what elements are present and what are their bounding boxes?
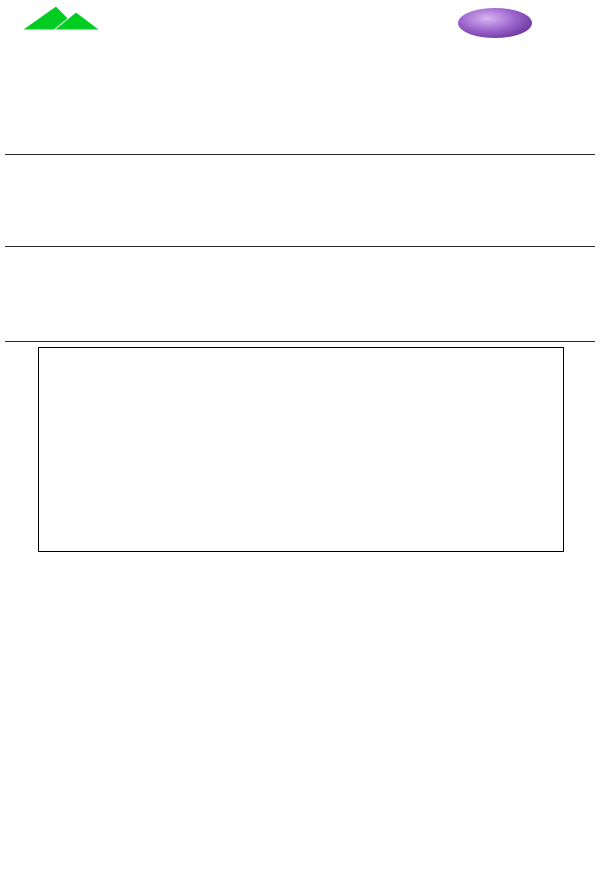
chart-frame xyxy=(38,347,564,552)
footer-file-info xyxy=(492,851,509,878)
separator-line xyxy=(5,341,595,342)
footer-software-info xyxy=(252,851,269,878)
mastersizer-2000-badge xyxy=(458,8,532,38)
particle-size-distribution-chart xyxy=(39,348,563,546)
separator-line xyxy=(5,246,595,247)
malvern-logo xyxy=(16,3,108,45)
separator-line xyxy=(5,154,595,155)
footer-company-info xyxy=(8,851,25,878)
